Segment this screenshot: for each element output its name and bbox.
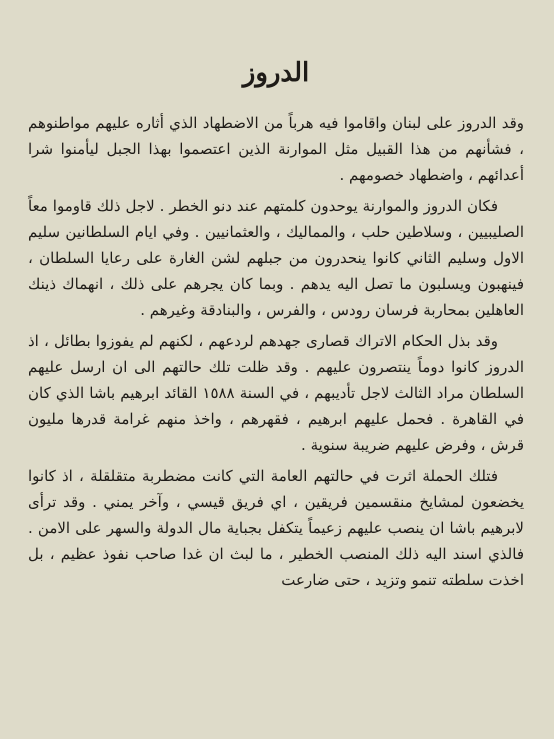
paragraph-4: فتلك الحملة اثرت في حالتهم العامة التي كانت مضطربة متقلقلة ، اذ كانوا يخضعون لمشايخ منقسمين فريقين ، اي فريق قيسي ، وآخر يمني . وقد ترأى لابرهيم باشا ان ينصب عليهم زعيماً يتكفل بجباية مال الدولة والسهر على الامن . فالذي اسند اليه ذلك المنصب الخطير ، ما لبث ان غدا صاحب نفوذ عظيم ، بل اخذت سلطته تنمو وتزيد ، حتى ضارعت (28, 467, 524, 589)
paragraph-2: فكان الدروز والموارنة يوحدون كلمتهم عند دنو الخطر . لاجل ذلك قاوموا معاً الصليبيين ، وسلاطين حلب ، والمماليك ، والعثمانيين . وفي ايام السلطانين سليم الاول وسليم الثاني كانوا ينحدرون من جبلهم لشن الغارة على رعايا السلطان ، فينهبون ويسلبون ما تصل اليه يدهم . وبما كان يجرهم على ذلك ، انهماك ذينك العاهلين بمحاربة فرسان رودس ، والفرس ، والبنادقة وغيرهم . (28, 197, 524, 319)
paragraph-1: وقد الدروز على لبنان واقاموا فيه هرباً من الاضطهاد الذي أثاره عليهم مواطنوهم ، فشأنهم من هذا القبيل مثل الموارنة الذين اعتصموا بهذا الجبل ليأمنوا شرا أعدائهم ، واضطهاد خصومهم . (28, 114, 524, 184)
page-title: الدروز (242, 58, 310, 88)
paragraph-3: وقد بذل الحكام الاتراك قصارى جهدهم لردعهم ، لكنهم لم يفوزوا بطائل ، اذ الدروز كانوا دوماً ينتصرون عليهم . وقد ظلت تلك حالتهم الى ان ارسل عليهم السلطان مراد الثالث لاجل تأديبهم ، في السنة ١٥٨٨ القائد ابرهيم باشا الذي كان في القاهرة . فحمل عليهم ابرهيم ، فقهرهم ، واخذ منهم غرامة قدرها مليون قرش ، وفرض عليهم ضريبة سنوية . (28, 332, 524, 454)
